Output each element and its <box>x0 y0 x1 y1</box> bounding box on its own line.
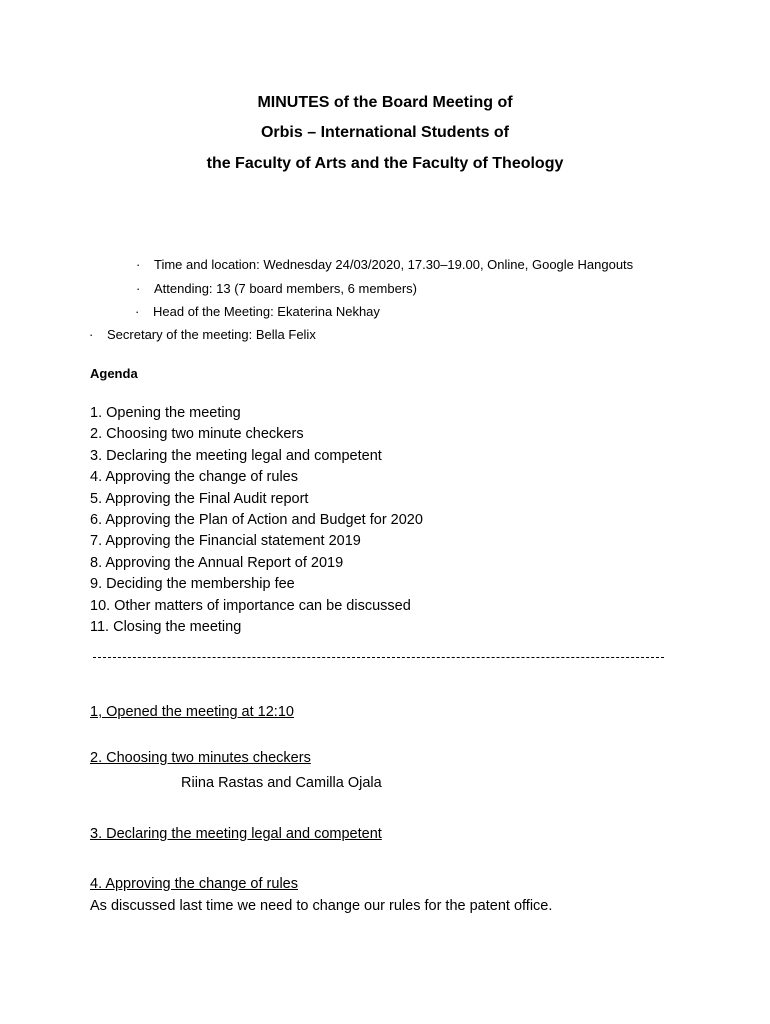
agenda-item: 11. Closing the meeting <box>90 619 242 636</box>
detail-secretary <box>89 327 316 342</box>
section-4-body: As discussed last time we need to change our rules for the patent office. <box>90 898 553 914</box>
detail-time-location <box>136 257 633 272</box>
agenda-item: 1. Opening the meeting <box>90 405 241 421</box>
detail-text: Time and location: Wednesday 24/03/2020, 17.30–19.00, Online, Google Hangouts <box>154 257 634 272</box>
title-line-1: MINUTES of the Board Meeting of <box>257 94 513 111</box>
section-4-heading: 4. Approving the change of rules <box>90 876 298 892</box>
section-3-heading: 3. Declaring the meeting legal and competent <box>90 826 382 842</box>
title-line-3: the Faculty of Arts and the Faculty of Theology <box>206 155 564 172</box>
agenda-item: 7. Approving the Financial statement 2019 <box>90 533 361 550</box>
agenda-item: 8. Approving the Annual Report of 2019 <box>90 554 344 571</box>
agenda-list <box>90 403 423 638</box>
section-2-body: Riina Rastas and Camilla Ojala <box>181 775 382 791</box>
detail-attending <box>136 281 417 296</box>
title-line-2: Orbis – International Students of <box>260 124 510 141</box>
agenda-item: 10. Other matters of importance can be discussed <box>90 597 411 614</box>
bullet-icon: · <box>136 281 141 296</box>
section-divider <box>93 657 664 658</box>
agenda-item: 2. Choosing two minute checkers <box>90 426 304 443</box>
section-2-heading: 2. Choosing two minutes checkers <box>90 750 311 766</box>
agenda-item: 5. Approving the Final Audit report <box>90 490 309 507</box>
agenda-item: 9. Deciding the membership fee <box>90 576 295 593</box>
agenda-item: 6. Approving the Plan of Action and Budget for 2020 <box>90 512 423 529</box>
section-1-heading: 1, Opened the meeting at 12:10 <box>90 704 294 720</box>
agenda-item: 3. Declaring the meeting legal and competent <box>90 447 382 464</box>
detail-head-of-meeting <box>135 304 380 319</box>
agenda-item: 4. Approving the change of rules <box>90 469 298 486</box>
agenda-heading: Agenda <box>90 366 138 381</box>
bullet-icon: · <box>136 257 141 272</box>
detail-text: Secretary of the meeting: Bella Felix <box>107 327 316 342</box>
bullet-icon: · <box>135 304 140 319</box>
detail-text: Attending: 13 (7 board members, 6 members) <box>154 281 418 296</box>
bullet-icon: · <box>89 327 94 342</box>
detail-text: Head of the Meeting: Ekaterina Nekhay <box>153 304 380 319</box>
